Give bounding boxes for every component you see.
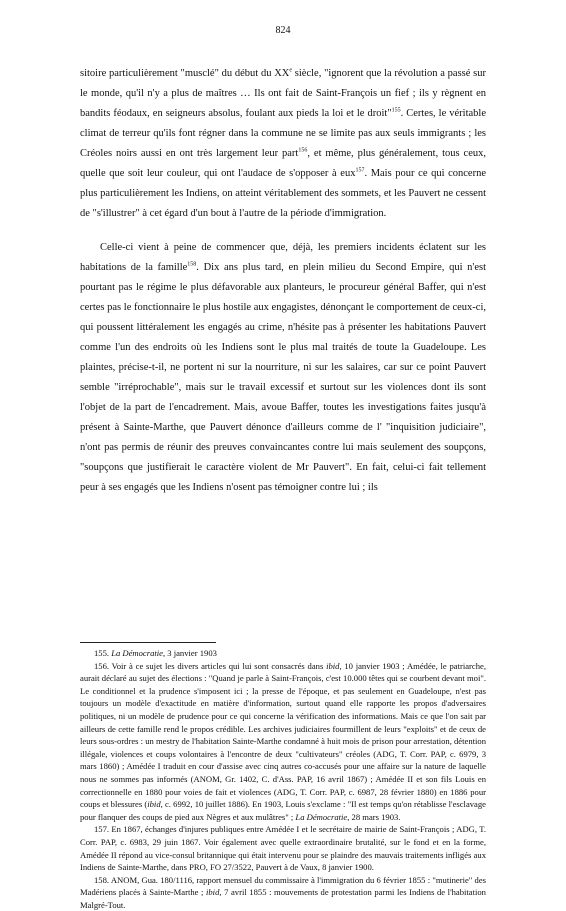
- text-run: 157. En 1867, échanges d'injures publiques entre Amédée I et le secrétaire de mairie de Saint-François ; ADG, T. Corr. PAP, c. 6983, 29 juin 1867. Voir également avec quelle extraordinaire brutalité, sur le fond et en la forme, Amédée II répond au vice-consul britannique qui était intervenu pour se plaindre des mauvais traitements infligés aux Indiens de Sainte-Marthe, dans PRO, FO 27/3522, Pauvert à de Vaux, 8 janvier 1900.: [80, 824, 486, 873]
- text-run: 156. Voir à ce sujet les divers articles qui lui sont consacrés dans: [94, 660, 327, 671]
- text-run: , 3 janvier 1903: [162, 648, 217, 658]
- body-paragraph: [80, 64, 486, 224]
- italic-title: La Démocratie: [111, 648, 163, 658]
- footnote-separator: [80, 642, 216, 643]
- text-run: , c. 6992, 10 juillet 1886). En 1903, Louis s'exclame : "Il est temps qu'on rétablisse l'esclavage pour flanquer des coups de pied aux Nègres et aux mulâtres" ;: [80, 799, 486, 822]
- footnote-ref: 156: [298, 147, 308, 154]
- text-run: 155.: [94, 648, 112, 658]
- text-run: 158. ANOM, Gua. 180/1116, rapport mensuel du commissaire à l'immigration du 6 février 1855 : "mutinerie" des Madériens placés à Sainte-Marthe ;: [80, 874, 486, 898]
- italic-title: ibid: [147, 799, 161, 810]
- text-run: , 7 avril 1855 : mouvements de protestation parmi les Indiens de l'habitation Malgré-Tout.: [80, 887, 486, 910]
- italic-title: ibid: [326, 660, 340, 671]
- footnote-156: [80, 660, 486, 824]
- text-run: Celle-ci vient à peine de commencer que, déjà, les premiers incidents éclatent sur les habitations de la famille: [80, 242, 486, 273]
- footnote-ref: e: [289, 67, 293, 74]
- footnote-155: [80, 647, 486, 660]
- footnotes: [80, 647, 486, 911]
- text-run: , 10 janvier 1903 ; Amédée, le patriarche, aurait déclaré au sujet des élections : "Quand je parle à Saint-François, c'est 10.000 têtes qui se courbent devant moi". Le conditionnel et la prudence s'imposent ici ; la presse de l'époque, et pas seulement en Guadeloupe, n'est pas toujours un modèle d'exactitude en matière d'information, surtout quand elle rapporte les propos d'adversaires politiques, ni un modèle de prudence pour ce qui concerne la vérification des informations. Mais ce que l'on sait par ailleurs de cette famille rend le propos crédible. Les archives judiciaires fourmillent de leurs "exploits" et de ceux de leurs sous-ordres : un mestry de l'habitation Sainte-Marthe condamné à huit mois de prison pour arrestation, détention illégale, violences et coups volontaires à l'encontre de deux "cultivateurs" créoles (ADG, T. Corr. PAP, c. 6979, 3 mars 1860) ; Amédée I traduit en cour d'assise avec cinq autres co-accusés pour une affaire sur la nature de laquelle nous ne sommes pas informés (ANOM, Gr. 1402, C. d'Ass. PAP, 16 avril 1867) ; Amédée II et son fils Louis en correctionnelle en 1880 pour voies de fait et violences (ADG, T. Corr. PAP, c. 6987, 28 février 1880) en 1886 pour coups et blessures (: [80, 660, 486, 810]
- text-run: . Dix ans plus tard, en plein milieu du Second Empire, qui n'est pourtant pas le régime le plus défavorable aux planteurs, le procureur général Baffer, qui n'est certes pas le fonctionnaire le plus hostile aux engagistes, dénonçant le comportement de ceux-ci, qui poussent littéralement les engagés au crime, n'hésite pas à présenter les habitations Pauvert comme l'un des endroits où les Indiens sont le plus mal traités de toute la Guadeloupe. Les plaintes, précise-t-il, ne portent ni sur la nourriture, ni sur les salaires, car sur ce point Pauvert semble "irréprochable", mais sur le travail excessif et surtout sur les violences dont ils sont l'objet de la part de l'encadrement. Mais, avoue Baffer, toutes les investigations faites jusqu'à présent à Sainte-Marthe, que Pauvert dénonce d'ailleurs comme de l' "inquisition judiciaire", n'ont pas permis de réunir des preuves convaincantes contre lui mais seulement des soupçons, "soupçons que justifierait le caractère violent de Mr Pauvert". En fait, celui-ci fait tellement peur à ses engagés que les Indiens n'osent pas témoigner contre lui ; ils: [80, 262, 486, 493]
- text-run: , et même, plus généralement, tous ceux, quelle que soit leur couleur, qui ont l'audace de s'opposer à eux: [80, 148, 486, 179]
- italic-title: ibid: [206, 887, 220, 898]
- text-run: . Certes, le véritable climat de terreur qu'ils font régner dans la commune ne se limite pas aux seuls immigrants ; les Créoles noirs aussi en ont très largement leur part: [80, 108, 487, 159]
- text-run: siècle, "ignorent que la révolution a passé sur le monde, qu'il n'y a plus de maîtres … Ils ont fait de Saint-François un fief ; ils y règnent en bandits féodaux, en seigneurs absolus, foulant aux pieds la loi et le droit": [80, 68, 487, 119]
- text-run: , 28 mars 1903.: [347, 811, 401, 822]
- footnote-158: [80, 874, 486, 911]
- footnote-ref: 155: [391, 107, 401, 114]
- footnote-ref: 157: [355, 167, 365, 174]
- text-run: . Mais pour ce qui concerne plus particulièrement les Indiens, on atteint véritablement des sommets, et les Pauvert ne cessent de "s'illustrer" à cet égard d'un bout à l'autre de la période d'immigration.: [80, 168, 486, 219]
- footnote-ref: 158: [187, 261, 197, 268]
- text-run: sitoire particulièrement "musclé" du début du XX: [80, 68, 290, 79]
- footnote-157: [80, 823, 486, 873]
- body-paragraph: [80, 238, 486, 498]
- page-number: 824: [275, 25, 291, 36]
- italic-title: La Démocratie: [295, 811, 348, 822]
